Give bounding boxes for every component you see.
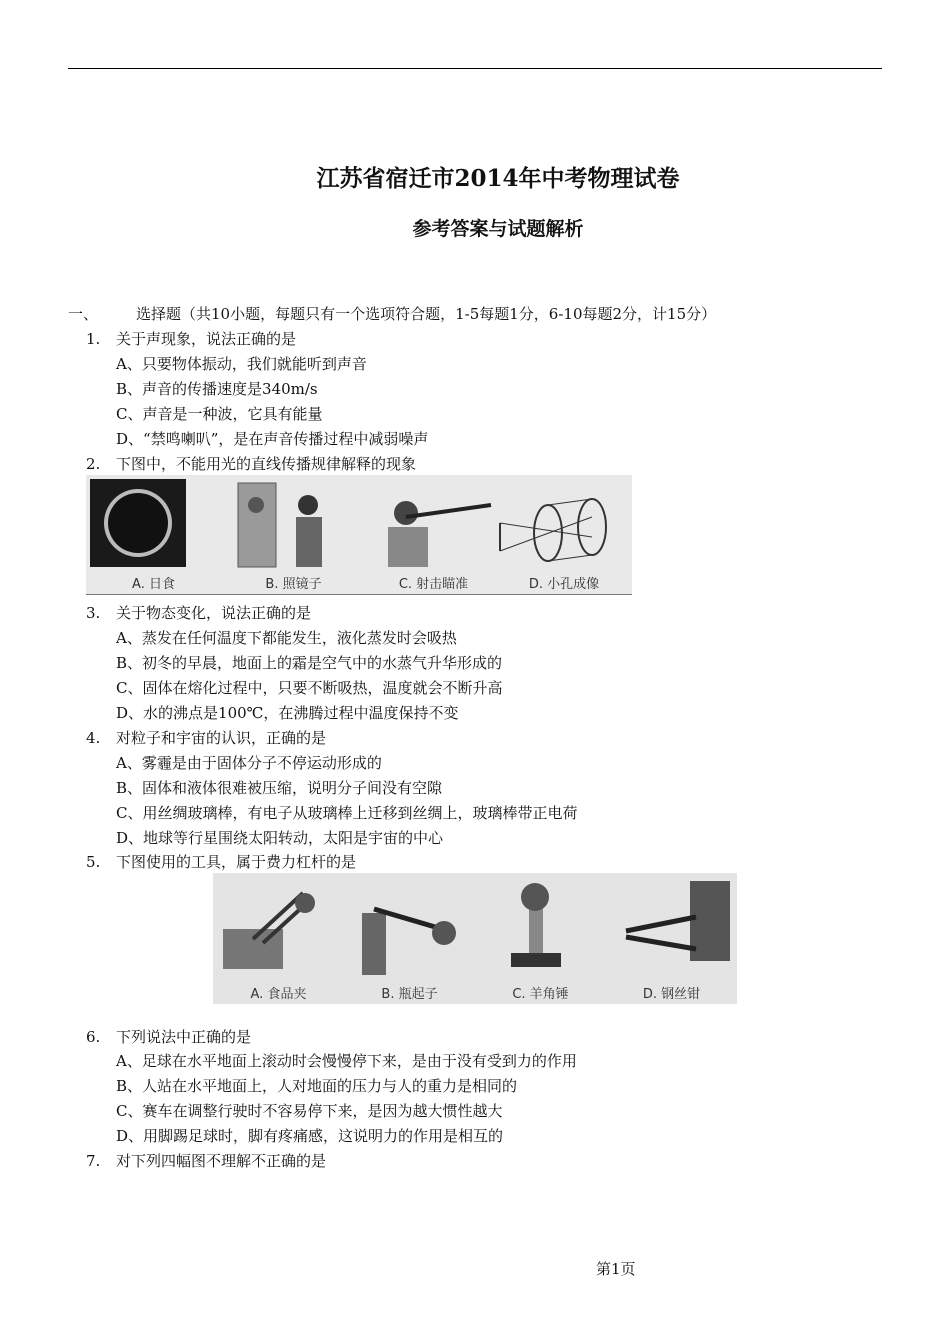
figure-panel-d [496, 475, 632, 594]
option-c: C、声音是一种波，它具有能量 [116, 405, 323, 423]
option-c: C、赛车在调整行驶时不容易停下来，是因为越大惯性越大 [116, 1102, 503, 1120]
figure-panel-c [475, 873, 606, 1004]
question-number: 6. [86, 1028, 101, 1046]
option-c: C、固体在熔化过程中，只要不断吸热，温度就会不断升高 [116, 679, 503, 697]
figure-panel-d [606, 873, 737, 1004]
figure-caption: D. 钢丝钳 [642, 987, 701, 1002]
figure-panel-a [86, 475, 221, 594]
figure-caption: B. 照镜子 [265, 577, 322, 592]
figure-caption: A. 食品夹 [250, 987, 307, 1002]
option-a: A、雾霾是由于固体分子不停运动形成的 [116, 754, 382, 772]
question-number: 7. [86, 1152, 101, 1170]
rifle-aiming-icon [366, 475, 501, 575]
question-text: 对粒子和宇宙的认识，正确的是 [116, 729, 327, 747]
question-text: 下列说法中正确的是 [116, 1028, 252, 1046]
section-heading: 选择题（共10小题，每题只有一个选项符合题，1-5每题1分，6-10每题2分，计15分） [136, 305, 717, 323]
solar-eclipse-icon [86, 475, 221, 575]
question-text: 关于声现象，说法正确的是 [116, 330, 297, 348]
page-title: 江苏省宿迁市2014年中考物理试卷 [316, 165, 680, 192]
figure-panel-b [226, 475, 361, 594]
food-tongs-icon [213, 873, 344, 981]
figure-panel-c [366, 475, 501, 594]
option-d: D、“禁鸣喇叭”，是在声音传播过程中减弱噪声 [116, 430, 429, 448]
option-b: B、固体和液体很难被压缩，说明分子间没有空隙 [116, 779, 443, 797]
figure-caption: B. 瓶起子 [381, 987, 438, 1002]
page-subtitle: 参考答案与试题解析 [412, 218, 584, 240]
question-number: 2. [86, 455, 101, 473]
bottle-opener-icon [344, 873, 475, 981]
mirror-icon [226, 475, 361, 575]
lever-tools-figure [213, 873, 737, 1004]
light-phenomena-figure [86, 475, 632, 595]
header-rule [68, 68, 882, 69]
figure-caption: A. 日食 [132, 577, 175, 592]
question-text: 关于物态变化，说法正确的是 [116, 604, 312, 622]
section-label: 一、 [68, 305, 99, 323]
question-text: 下图中，不能用光的直线传播规律解释的现象 [116, 455, 417, 473]
figure-panel-a [213, 873, 344, 1004]
question-number: 3. [86, 604, 101, 622]
option-b: B、人站在水平地面上，人对地面的压力与人的重力是相同的 [116, 1077, 518, 1095]
figure-caption: C. 射击瞄准 [398, 577, 469, 592]
question-number: 1. [86, 330, 101, 348]
question-text: 对下列四幅图不理解不正确的是 [116, 1152, 327, 1170]
option-a: A、只要物体振动，我们就能听到声音 [116, 355, 367, 373]
pinhole-camera-icon [496, 475, 632, 575]
option-d: D、用脚踢足球时，脚有疼痛感，这说明力的作用是相互的 [116, 1127, 504, 1145]
question-number: 4. [86, 729, 101, 747]
claw-hammer-icon [475, 873, 606, 981]
pliers-icon [606, 873, 737, 981]
option-d: D、地球等行星围绕太阳转动，太阳是宇宙的中心 [116, 829, 444, 847]
option-b: B、声音的传播速度是340m/s [116, 380, 318, 398]
option-c: C、用丝绸玻璃棒，有电子从玻璃棒上迁移到丝绸上，玻璃棒带正电荷 [116, 804, 578, 822]
page-number: 第1页 [596, 1260, 636, 1278]
option-a: A、蒸发在任何温度下都能发生，液化蒸发时会吸热 [116, 629, 457, 647]
question-text: 下图使用的工具，属于费力杠杆的是 [116, 853, 357, 871]
figure-caption: D. 小孔成像 [528, 577, 600, 592]
figure-caption: C. 羊角锤 [512, 987, 569, 1002]
option-d: D、水的沸点是100℃，在沸腾过程中温度保持不变 [116, 704, 459, 722]
figure-panel-b [344, 873, 475, 1004]
question-number: 5. [86, 853, 101, 871]
option-a: A、足球在水平地面上滚动时会慢慢停下来，是由于没有受到力的作用 [116, 1052, 577, 1070]
option-b: B、初冬的早晨，地面上的霜是空气中的水蒸气升华形成的 [116, 654, 503, 672]
